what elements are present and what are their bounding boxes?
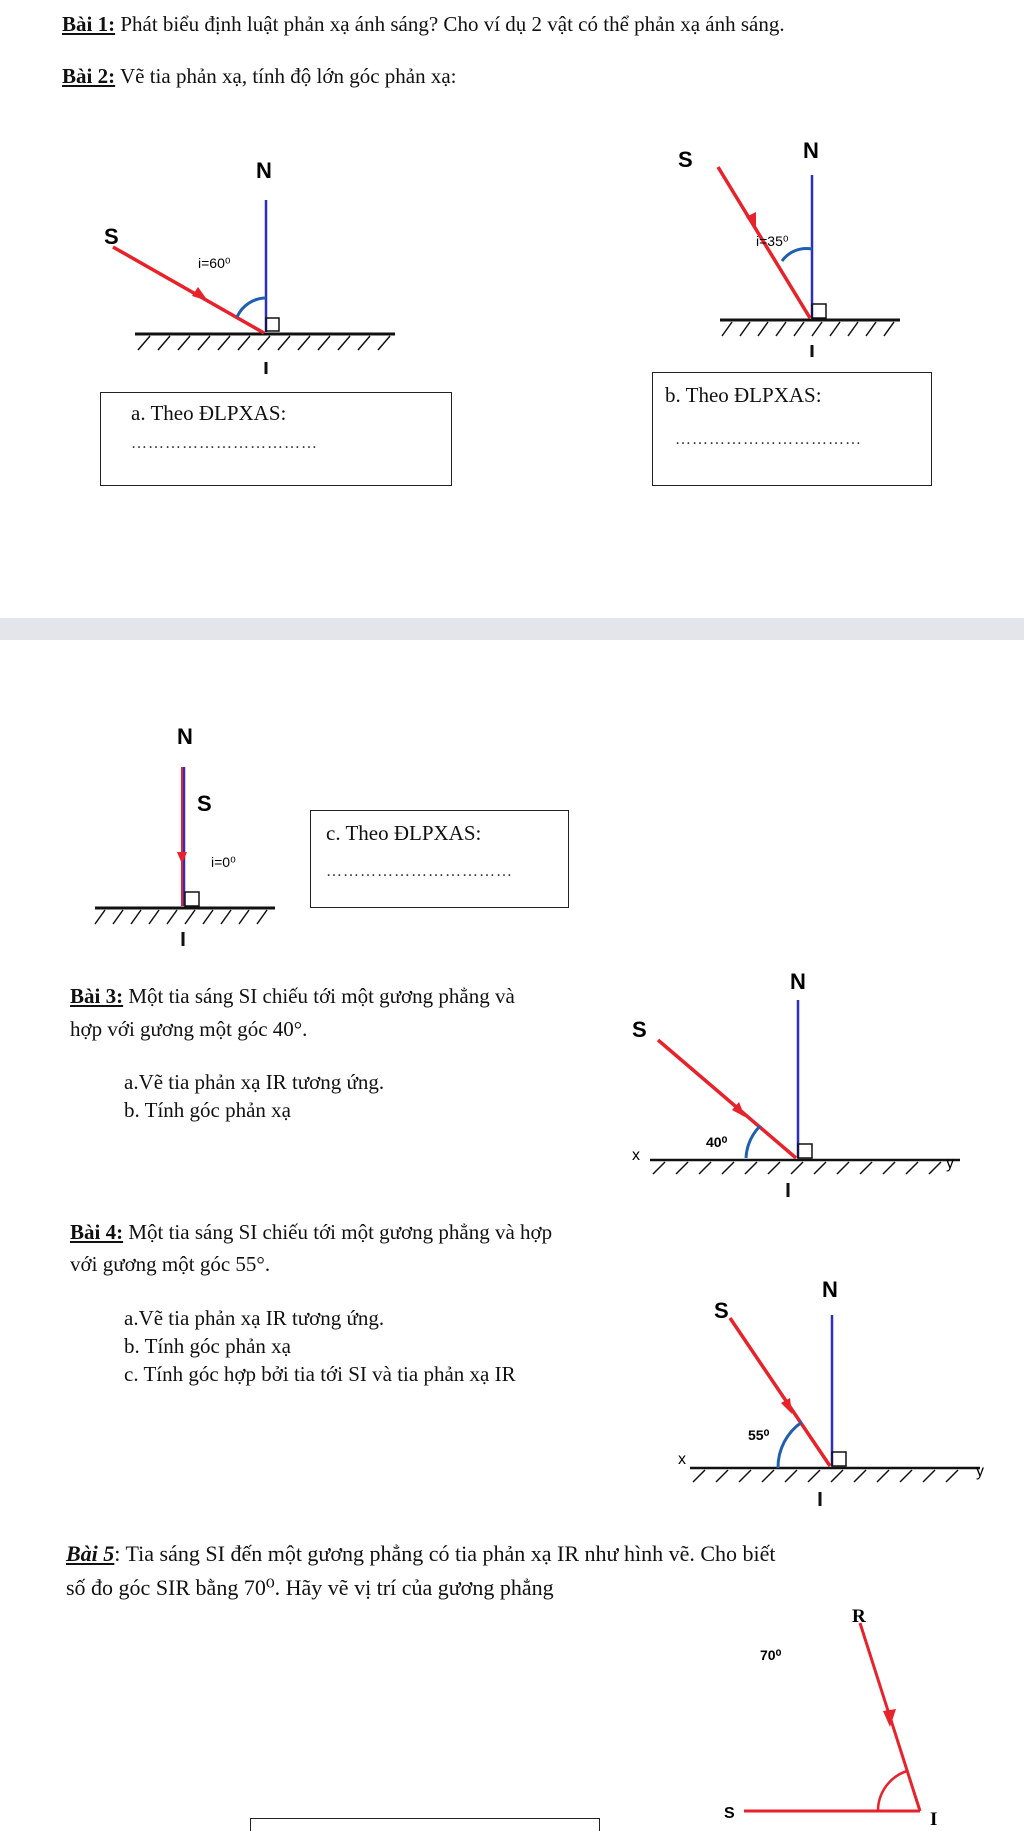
angle-arc xyxy=(878,1771,907,1811)
label-n: N xyxy=(256,158,272,183)
label-s: S xyxy=(104,224,119,249)
label-s: S xyxy=(678,147,693,172)
bai5-line2: số đo góc SIR bằng 70⁰. Hãy vẽ vị trí của gương phẳng xyxy=(66,1575,554,1600)
box-a-dots: …………………………… xyxy=(131,435,318,452)
label-y: y xyxy=(946,1155,954,1172)
mirror-hatching xyxy=(138,336,390,350)
ray-arrowhead xyxy=(192,287,208,301)
angle-label: 40⁰ xyxy=(706,1134,728,1150)
mirror-hatching xyxy=(95,910,267,924)
incident-ray xyxy=(113,247,264,333)
mirror-hatching xyxy=(653,1162,941,1174)
box-c-text: c. Theo ĐLPXAS: xyxy=(326,821,482,845)
label-y: y xyxy=(976,1463,984,1480)
angle-label: i=60⁰ xyxy=(198,255,231,271)
bai2-text: Vẽ tia phản xạ, tính độ lớn góc phản xạ: xyxy=(115,64,457,88)
label-s: S xyxy=(197,791,212,816)
bai3-line2: hợp với gương một góc 40°. xyxy=(70,1017,308,1041)
right-angle-mark xyxy=(832,1452,846,1466)
reflected-arrowhead xyxy=(883,1709,896,1727)
angle-arc xyxy=(782,248,812,261)
angle-label: 55⁰ xyxy=(748,1427,770,1443)
bai5-line1-text: : Tia sáng SI đến một gương phẳng có tia phản xạ IR như hình vẽ. Cho biết xyxy=(114,1541,776,1566)
angle-arc xyxy=(237,298,266,317)
angle-label: i=35⁰ xyxy=(756,233,789,249)
bai3-item-a: a.Vẽ tia phản xạ IR tương ứng. xyxy=(124,1070,385,1094)
label-r: R xyxy=(852,1606,866,1627)
incident-ray xyxy=(730,1318,830,1466)
mirror-hatching xyxy=(693,1470,958,1482)
bai3-label: Bài 3: xyxy=(70,984,124,1008)
bai3-item-b: b. Tính góc phản xạ xyxy=(124,1098,291,1122)
bai3-line1-text: Một tia sáng SI chiếu tới một gương phẳng và xyxy=(123,984,515,1008)
bai4-line2: với gương một góc 55°. xyxy=(70,1252,271,1276)
label-n: N xyxy=(177,724,193,749)
bai5-label: Bài 5 xyxy=(66,1541,115,1566)
label-n: N xyxy=(790,969,806,994)
label-s: S xyxy=(714,1298,729,1323)
box-b-dots: …………………………… xyxy=(675,431,862,448)
bai1-text: Phát biểu định luật phản xạ ánh sáng? Cho ví dụ 2 vật có thể phản xạ ánh sáng. xyxy=(115,12,785,36)
bai2-label: Bài 2: xyxy=(62,64,116,88)
next-box-edge xyxy=(250,1818,600,1831)
label-s: S xyxy=(632,1017,647,1042)
ray-arrowhead xyxy=(177,852,187,864)
bai4-line1 xyxy=(70,1218,552,1246)
right-angle-mark xyxy=(185,892,199,906)
bai2-question xyxy=(62,62,457,90)
angle-arc xyxy=(746,1126,760,1158)
right-angle-mark xyxy=(798,1144,812,1158)
right-angle-mark xyxy=(266,318,279,331)
angle-label: i=0⁰ xyxy=(211,854,236,870)
box-c-dots: …………………………… xyxy=(326,863,513,880)
label-x: x xyxy=(678,1451,686,1468)
bai2-figure-a xyxy=(80,140,420,390)
bai1-label: Bài 1: xyxy=(62,12,116,36)
bai5-line1 xyxy=(66,1540,776,1568)
ray-arrowhead xyxy=(781,1398,792,1414)
bai2-answer-box-a xyxy=(100,392,452,486)
bai3-line1 xyxy=(70,982,515,1010)
page-separator xyxy=(0,618,1024,640)
bai4-figure xyxy=(650,1270,1010,1520)
box-a-text: a. Theo ĐLPXAS: xyxy=(131,401,287,425)
box-b-text: b. Theo ĐLPXAS: xyxy=(665,383,822,407)
label-n: N xyxy=(803,138,819,163)
label-s: S xyxy=(724,1805,735,1822)
right-angle-mark xyxy=(812,304,826,318)
bai2-figure-b xyxy=(660,125,920,375)
bai1-question xyxy=(62,10,785,38)
bai2-answer-box-b xyxy=(652,372,932,486)
label-x: x xyxy=(632,1147,640,1164)
bai4-item-b: b. Tính góc phản xạ xyxy=(124,1334,291,1358)
label-n: N xyxy=(822,1277,838,1302)
bai4-label: Bài 4: xyxy=(70,1220,124,1244)
bai4-item-a: a.Vẽ tia phản xạ IR tương ứng. xyxy=(124,1306,385,1330)
bai4-line1-text: Một tia sáng SI chiếu tới một gương phẳng và hợp xyxy=(123,1220,553,1244)
bai3-figure xyxy=(620,960,980,1210)
bai5-figure xyxy=(700,1600,960,1826)
angle-arc xyxy=(778,1422,802,1468)
mirror-hatching xyxy=(722,322,894,336)
bai2-answer-box-c xyxy=(310,810,569,908)
label-i: I xyxy=(930,1809,938,1826)
bai2-figure-c xyxy=(85,722,295,957)
bai4-item-c: c. Tính góc hợp bởi tia tới SI và tia phản xạ IR xyxy=(124,1362,516,1386)
angle-label: 70⁰ xyxy=(760,1647,782,1663)
